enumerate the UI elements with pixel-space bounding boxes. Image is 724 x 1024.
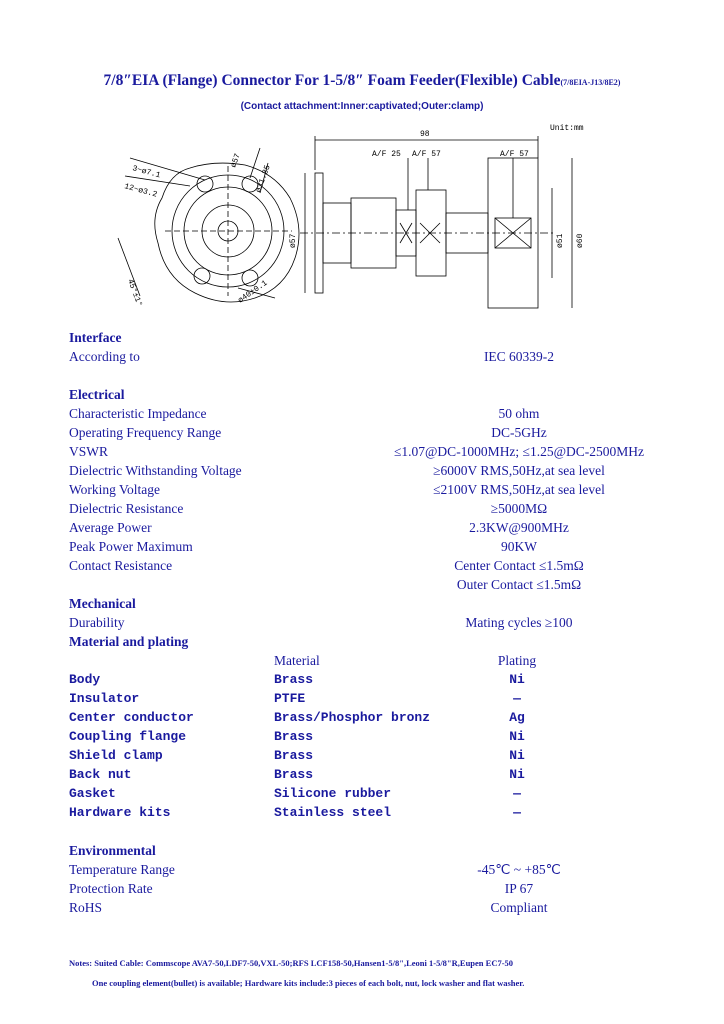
part-name: Body	[69, 672, 101, 687]
spec-label: Contact Resistance	[69, 558, 173, 573]
spec-value: IP 67	[504, 881, 534, 896]
length-dim: 98	[420, 130, 430, 139]
material-row	[69, 784, 669, 803]
col-plating: Plating	[497, 653, 537, 668]
dia57-dim: ø57	[289, 233, 298, 248]
drawing-svg	[110, 118, 710, 328]
part-material: Stainless steel	[274, 805, 392, 820]
spec-row	[69, 879, 669, 898]
spec-value: DC-5GHz	[491, 425, 547, 440]
spec-label: Characteristic Impedance	[69, 406, 207, 421]
spec-value: ≥5000MΩ	[490, 501, 548, 516]
spec-row	[69, 518, 669, 537]
spec-label: According to	[69, 349, 140, 364]
part-plating: Ni	[509, 729, 525, 744]
bolt-circle-dim: ø31.35	[254, 163, 273, 195]
spec-row	[69, 461, 669, 480]
part-plating: Ni	[509, 672, 525, 687]
spec-label: Temperature Range	[69, 862, 175, 877]
spec-value: -45℃ ~ +85℃	[477, 862, 561, 877]
title-main: 7/8″EIA (Flange) Connector For 1-5/8″ Foam Feeder(Flexible) Cable	[103, 72, 561, 89]
side-body-2	[351, 198, 396, 268]
spec-row	[69, 537, 669, 556]
spec-value: 90KW	[501, 539, 537, 554]
technical-drawing	[110, 118, 710, 328]
material-row	[69, 708, 669, 727]
spec-row	[69, 404, 669, 423]
material-row	[69, 746, 669, 765]
angle-dim: 45°±1°	[125, 277, 144, 309]
spec-label: Working Voltage	[69, 482, 161, 497]
spec-label: Dielectric Resistance	[69, 501, 184, 516]
part-material: Brass	[274, 729, 314, 744]
part-plating: Ni	[509, 767, 525, 782]
part-plating: —	[513, 691, 521, 706]
spec-row	[69, 442, 669, 461]
part-material: Brass	[274, 748, 314, 763]
spec-value: Center Contact ≤1.5mΩ	[454, 558, 584, 573]
holes2-dim: 12~ø3.2	[123, 182, 159, 200]
part-name: Center conductor	[69, 710, 194, 725]
part-name: Insulator	[69, 691, 140, 706]
notes-line-1: Notes: Suited Cable: Commscope AVA7-50,LDF7-50,VXL-50;RFS LCF158-50,Hansen1-5/8",Leoni 1-5/8"R,Eupen EC7-50	[69, 958, 514, 968]
spec-label: VSWR	[69, 444, 109, 459]
spec-label: Durability	[69, 615, 125, 630]
af57a-dim: A/F 57	[412, 150, 441, 159]
dia51-dim: ø51	[556, 233, 565, 248]
spec-row	[69, 480, 669, 499]
dia60-dim: ø60	[576, 233, 585, 248]
mechanical-heading: Mechanical	[69, 596, 136, 611]
spec-label: RoHS	[69, 900, 103, 915]
part-name: Hardware kits	[69, 805, 171, 820]
spec-row	[69, 575, 669, 594]
spec-row	[69, 860, 669, 879]
spec-row	[69, 499, 669, 518]
subtitle: (Contact attachment:Inner:captivated;Outer:clamp)	[240, 101, 484, 112]
part-plating: —	[513, 786, 521, 801]
spec-row	[69, 347, 669, 366]
part-name: Shield clamp	[69, 748, 163, 763]
title-code: (7/8EIA-J13/8E2)	[560, 78, 621, 87]
spec-value: ≥6000V RMS,50Hz,at sea level	[433, 463, 605, 478]
spec-label: Dielectric Withstanding Voltage	[69, 463, 242, 478]
spec-value: Compliant	[490, 900, 548, 915]
spec-label: Average Power	[69, 520, 152, 535]
pcd-dim: ø40±0.1	[236, 278, 270, 306]
environmental-heading: Environmental	[69, 843, 156, 858]
page-title	[0, 72, 724, 90]
spec-label: Protection Rate	[69, 881, 153, 896]
electrical-heading: Electrical	[69, 387, 125, 402]
holes-dim: 3~ø7.1	[131, 164, 162, 181]
spec-row	[69, 613, 669, 632]
material-row	[69, 727, 669, 746]
part-name: Coupling flange	[69, 729, 187, 744]
material-row	[69, 803, 669, 822]
spec-value: 50 ohm	[498, 406, 540, 421]
af25-dim: A/F 25	[372, 150, 401, 159]
part-name: Gasket	[69, 786, 116, 801]
materials-heading: Material and plating	[69, 634, 189, 649]
spec-row	[69, 556, 669, 575]
spec-row	[69, 898, 669, 917]
part-material: Brass/Phosphor bronz	[274, 710, 431, 725]
spec-value: IEC 60339-2	[483, 349, 555, 364]
material-row	[69, 765, 669, 784]
part-plating: Ni	[509, 748, 525, 763]
unit-label: Unit:mm	[550, 124, 584, 133]
materials-column-headers	[69, 651, 669, 670]
material-row	[69, 689, 669, 708]
flange-dia-dim: ø57	[229, 152, 243, 170]
spec-row	[69, 423, 669, 442]
spec-value: Mating cycles ≥100	[465, 615, 573, 630]
spec-value: ≤1.07@DC-1000MHz; ≤1.25@DC-2500MHz	[393, 444, 645, 459]
spec-value: 2.3KW@900MHz	[469, 520, 569, 535]
spec-label: Operating Frequency Range	[69, 425, 222, 440]
part-plating: —	[513, 805, 521, 820]
spec-value: Outer Contact ≤1.5mΩ	[456, 577, 582, 592]
part-material: Brass	[274, 767, 314, 782]
part-material: PTFE	[274, 691, 306, 706]
col-material: Material	[274, 653, 320, 668]
interface-heading: Interface	[69, 330, 122, 345]
spec-label: Peak Power Maximum	[69, 539, 193, 554]
part-name: Back nut	[69, 767, 132, 782]
spec-value: ≤2100V RMS,50Hz,at sea level	[433, 482, 605, 497]
part-plating: Ag	[509, 710, 525, 725]
material-row	[69, 670, 669, 689]
bolt-hole-4	[194, 268, 210, 284]
part-material: Silicone rubber	[274, 786, 392, 801]
notes-line-2: One coupling element(bullet) is available; Hardware kits include:3 pieces of each bolt, nut, lock washer and flat washer.	[92, 978, 525, 988]
part-material: Brass	[274, 672, 314, 687]
af57b-dim: A/F 57	[500, 150, 529, 159]
